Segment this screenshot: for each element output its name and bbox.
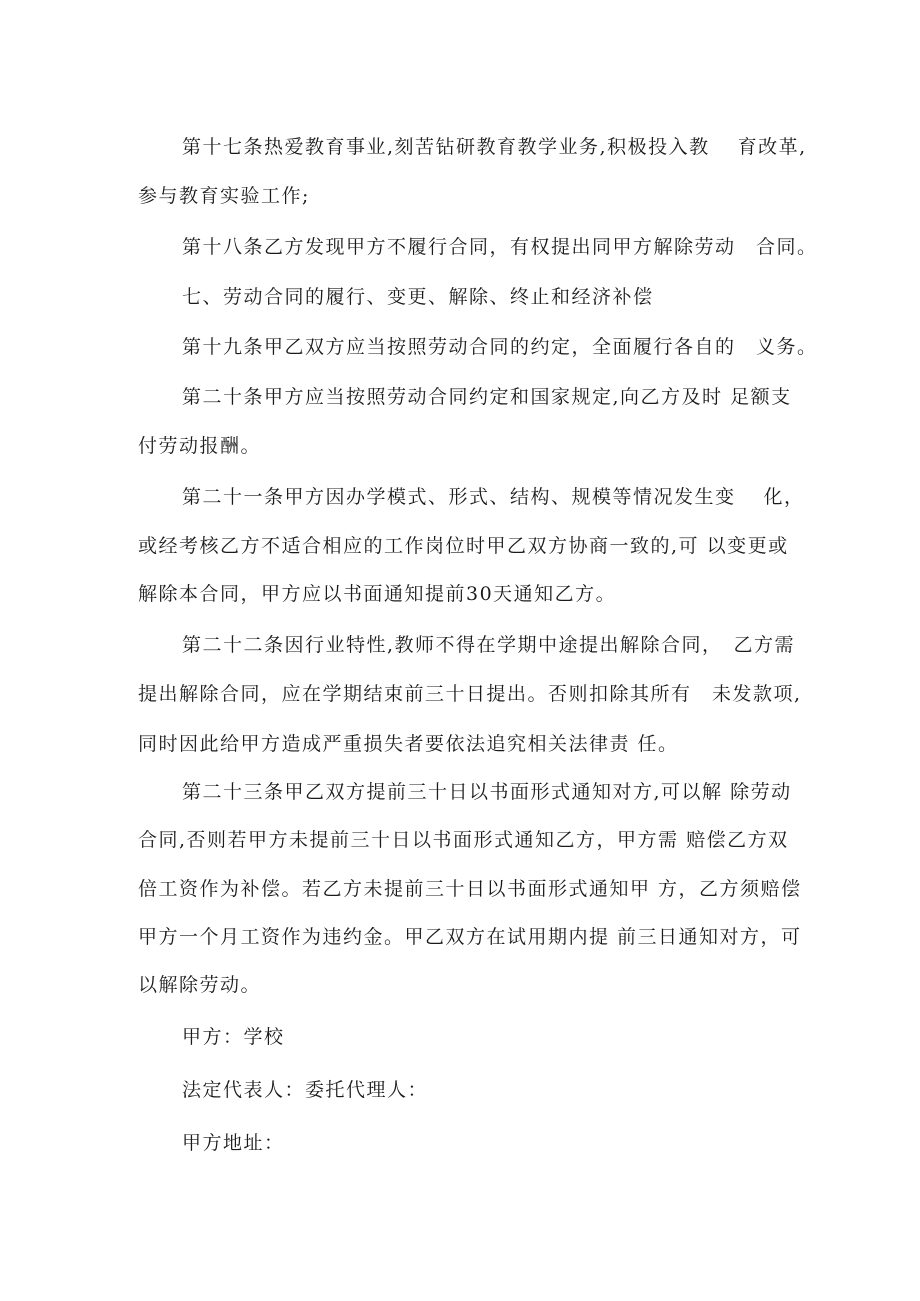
section-7-heading: 七、劳动合同的履行、变更、解除、终止和经济补偿 xyxy=(182,286,654,308)
article-20-line-2: 付劳动报酬。 xyxy=(138,435,262,457)
article-23-line-1: 第二十三条甲乙双方提前三十日以书面形式通知对方,可以解 除劳动 xyxy=(182,781,792,803)
party-a-address: 甲方地址： xyxy=(182,1132,285,1154)
legal-representative: 法定代表人：委托代理人： xyxy=(182,1079,429,1101)
article-23-line-4: 甲方一个月工资作为违约金。甲乙双方在试用期内提 前三日通知对方，可 xyxy=(138,926,802,948)
article-21-line-2: 或经考核乙方不适合相应的工作岗位时甲乙双方协商一致的,可 以变更或 xyxy=(138,535,789,557)
article-23-line-2: 合同,否则若甲方未提前三十日以书面形式通知乙方，甲方需 赔偿乙方双 xyxy=(138,829,789,851)
article-19: 第十九条甲乙双方应当按照劳动合同的约定，全面履行各自的 义务。 xyxy=(182,336,818,358)
article-17-line-2: 参与教育实验工作; xyxy=(138,185,310,207)
article-18: 第十八条乙方发现甲方不履行合同，有权提出同甲方解除劳动 合同。 xyxy=(182,236,818,258)
article-17-line-1: 第十七条热爱教育事业,刻苦钻研教育教学业务,积极投入教 育改革, xyxy=(182,136,807,158)
article-23-line-3: 倍工资作为补偿。若乙方未提前三十日以书面形式通知甲 方，乙方须赔偿 xyxy=(138,878,802,900)
article-22-line-2: 提出解除合同，应在学期结束前三十日提出。否则扣除其所有 未发款项, xyxy=(138,683,802,705)
article-21-line-3: 解除本合同，甲方应以书面通知提前30天通知乙方。 xyxy=(138,583,617,605)
article-21-line-1: 第二十一条甲方因办学模式、形式、结构、规模等情况发生变 化， xyxy=(182,486,805,508)
article-20-line-1: 第二十条甲方应当按照劳动合同约定和国家规定,向乙方及时 足额支 xyxy=(182,386,792,408)
article-23-line-5: 以解除劳动。 xyxy=(138,974,262,996)
article-22-line-3: 同时因此给甲方造成严重损失者要依法追究相关法律责 任。 xyxy=(138,733,679,755)
article-22-line-1: 第二十二条因行业特性,教师不得在学期中途提出解除合同， 乙方需 xyxy=(182,634,796,656)
party-a-name: 甲方：学校 xyxy=(182,1026,285,1048)
